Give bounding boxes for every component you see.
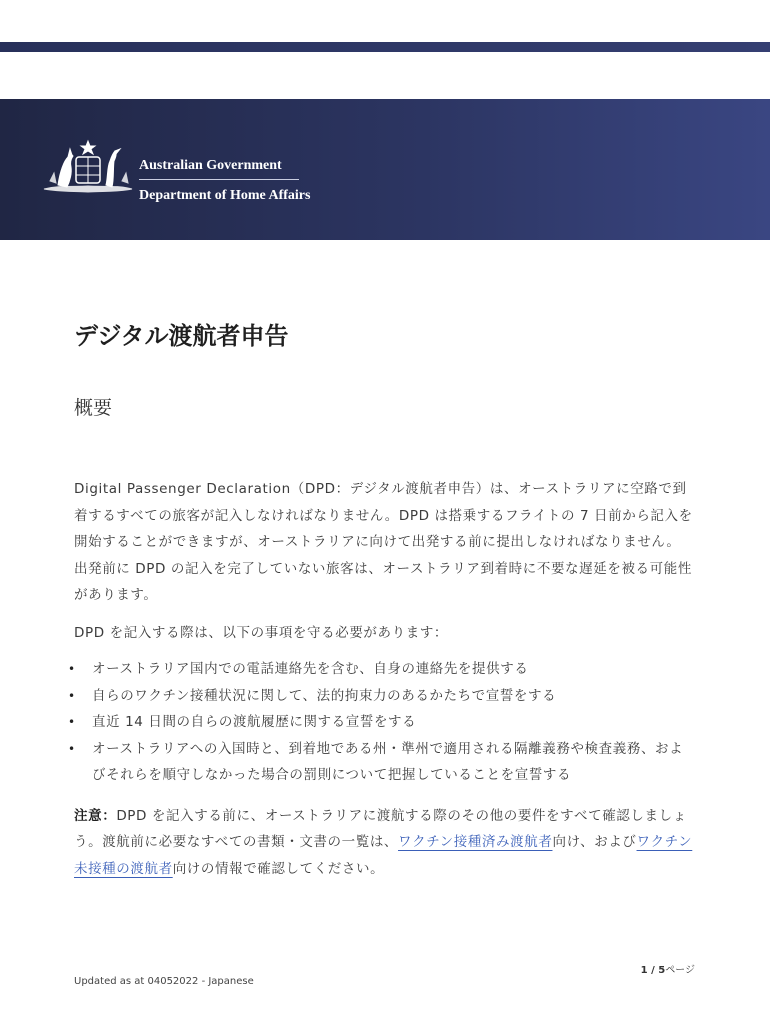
wordmark-divider: [139, 179, 299, 180]
list-item: • オーストラリア国内での電話連絡先を含む、自身の連絡先を提供する: [74, 656, 694, 683]
document-body: [74, 476, 694, 882]
intro-paragraph: Digital Passenger Declaration（DPD：デジタル渡航者申告）は、オーストラリアに空路で到着するすべての旅客が記入しなければなりません。DPD は搭乗するフライトの 7 日前から記入を開始することができますが、オーストラリアに向けて出発する前に提出しなければなりません。出発前に DPD の記入を完了していない旅客は、オーストラリア到着時に不要な遅延を被る可能性があります。: [74, 481, 693, 603]
footer-updated: Updated as at 04052022 - Japanese: [74, 976, 254, 987]
page-number: [641, 961, 695, 976]
page-suffix: ページ: [665, 965, 695, 976]
coat-of-arms-icon: [40, 137, 136, 203]
top-accent-bar: [0, 42, 770, 52]
vaccinated-travellers-link[interactable]: ワクチン接種済み渡航者: [398, 834, 553, 850]
unvaccinated-travellers-link[interactable]: ワクチン未接種の渡航者: [74, 834, 693, 877]
page-count: 1 / 5: [640, 965, 666, 976]
header-banner: [0, 99, 770, 240]
list-item: • 直近 14 日間の自らの渡航履歴に関する宣誓をする: [74, 709, 694, 736]
note-paragraph: [74, 803, 694, 883]
note-text: DPD を記入する前に、オーストラリアに渡航する際のその他の要件をすべて確認しましょう。渡航前に必要なすべての書類・文書の一覧は、: [74, 807, 687, 850]
requirements-lead: DPD を記入する際は、以下の事項を守る必要があります：: [74, 624, 449, 641]
department-name: Department of Home Affairs: [139, 188, 311, 203]
requirements-list: [74, 656, 694, 789]
government-name: Australian Government: [139, 158, 282, 173]
note-label: 注意：: [74, 807, 117, 824]
list-item: • 自らのワクチン接種状況に関して、法的拘束力のあるかたちで宣誓をする: [74, 683, 694, 710]
section-heading: 概要: [74, 397, 113, 419]
page-title: デジタル渡航者申告: [74, 322, 289, 350]
government-wordmark: [139, 156, 310, 206]
list-item: • オーストラリアへの入国時と、到着地である州・準州で適用される隔離義務や検査義務、およびそれらを順守しなかった場合の罰則について把握していることを宣誓する: [74, 736, 694, 789]
note-text: 向けの情報で確認してください。: [172, 860, 385, 877]
note-text: 向け、および: [552, 834, 637, 850]
